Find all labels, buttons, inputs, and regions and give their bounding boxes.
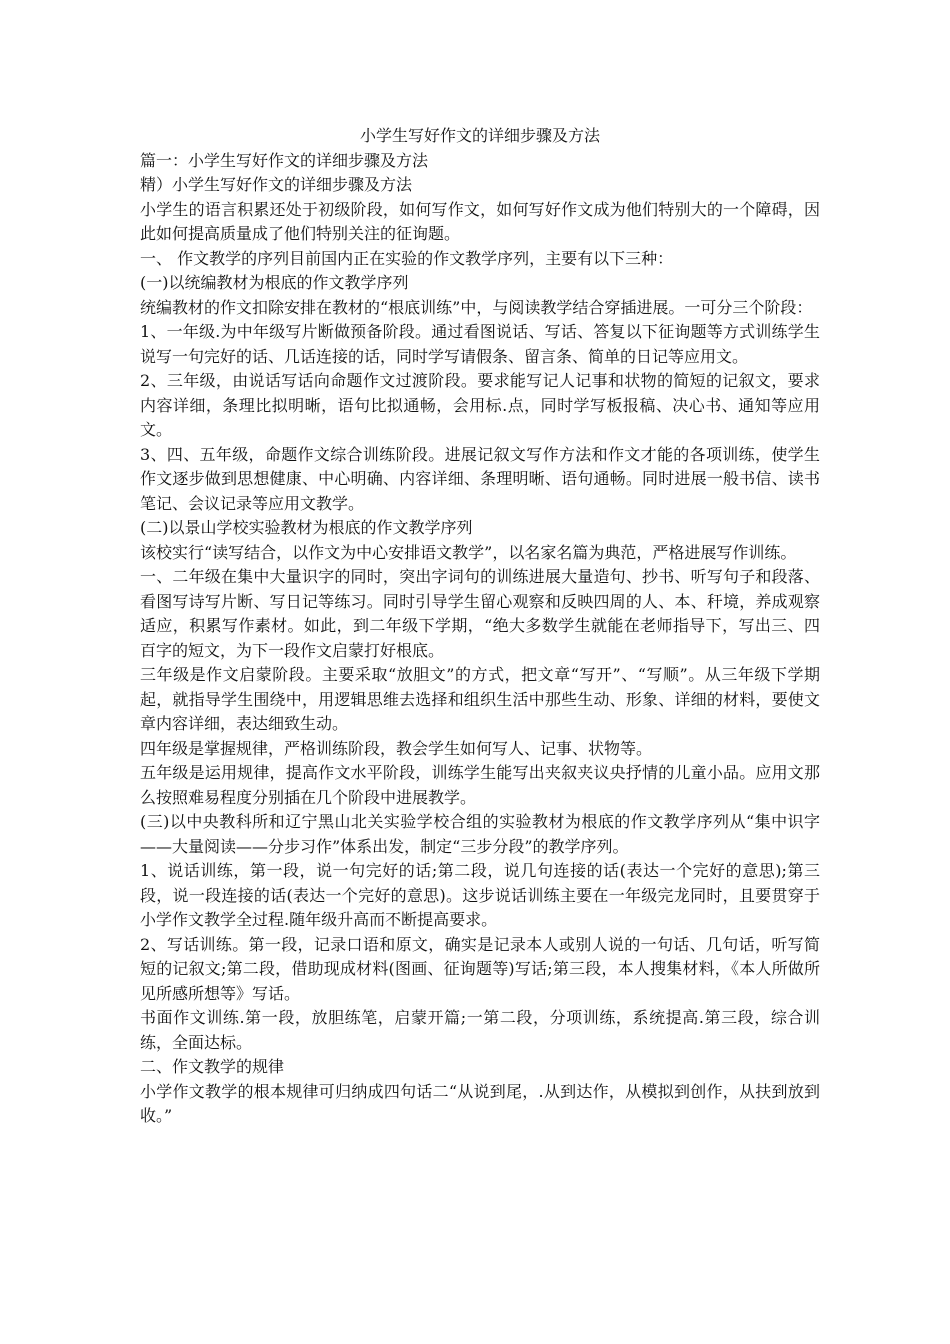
section-heading: 篇一：小学生写好作文的详细步骤及方法	[140, 150, 429, 170]
paragraph: 3、四、五年级，命题作文综合训练阶段。进展记叙文写作方法和作文才能的各项训练，使学生作文逐步做到思想健康、中心明确、内容详细、条理明晰、语句通畅。同时进展一般书信、读书笔记、会议记录等应用文教学。	[140, 444, 820, 513]
subsection-heading: (一)以统编教材为根底的作文教学序列	[140, 273, 409, 292]
paragraph: 一、二年级在集中大量识字的同时，突出字词句的训练进展大量造句、抄书、听写句子和段落、看图写诗写片断、写日记等练习。同时引导学生留心观察和反映四周的人、本、秆境，养成观察适应，积累写作素材。如此，到二年级下学期，“绝大多数学生就能在老师指导下，写出三、四百字的短文，为下一段作文启蒙打好根底。	[140, 567, 820, 660]
paragraph: 小学生的语言积累还处于初级阶段，如何写作文，如何写好作文成为他们特别大的一个障碍，因此如何提高质量成了他们特别关注的征询题。	[140, 199, 820, 243]
paragraph: 2、三年级，由说话写话向命题作文过渡阶段。要求能写记人记事和状物的简短的记叙文，要求内容详细，条理比拟明晰，语句比拟通畅，会用标.点，同时学写板报稿、决心书、通知等应用文。	[140, 371, 820, 439]
paragraph: 四年级是掌握规律，严格训练阶段，教会学生如何写人、记事、状物等。	[140, 738, 653, 758]
paragraph: 书面作文训练.第一段，放胆练笔，启蒙开篇;一第二段，分项训练，系统提高.第三段，综合训练，全面达标。	[140, 1008, 820, 1052]
paragraph: 五年级是运用规律，提高作文水平阶段，训练学生能写出夹叙夹议央抒情的儿童小品。应用文那么按照难易程度分别插在几个阶段中进展教学。	[140, 763, 820, 807]
subsection-heading: (三)以中央教科所和辽宁黑山北关实验学校合组的实验教材为根底的作文教学序列从“集中识字——大量阅读——分步习作”体系出发，制定“三步分段”的教学序列。	[140, 812, 820, 856]
paragraph: 1、说话训练，第一段，说一句完好的话;第二段，说几句连接的话(表达一个完好的意思);第三段，说一段连接的话(表达一个完好的意思)。这步说话训练主要在一年级完龙同时，且要贯穿于小学作文教学全过程.随年级升高而不断提高要求。	[140, 861, 820, 929]
section-heading: 一、 作文教学的序列目前国内正在实验的作文教学序列，主要有以下三种：	[140, 248, 674, 268]
paragraph: 统编教材的作文扣除安排在教材的“根底训练”中，与阅读教学结合穿插进展。一可分三个阶段：	[140, 297, 813, 317]
document-body	[140, 124, 820, 1129]
section-heading: 二、作文教学的规律	[140, 1057, 285, 1076]
document-title: 小学生写好作文的详细步骤及方法	[359, 126, 600, 145]
paragraph: 2、写话训练。第一段，记录口语和原文，确实是记录本人或别人说的一句话、几句话，听写简短的记叙文;第二段，借助现成材料(图画、征询题等)写话;第三段，本人搜集材料，《本人所做所见所感所想等》写话。	[140, 934, 820, 1003]
paragraph: 小学作文教学的根本规律可归纳成四句话二“从说到尾，.从到达作，从模拟到创作，从扶到放到收。”	[140, 1081, 820, 1125]
section-heading: 精）小学生写好作文的详细步骤及方法	[140, 175, 413, 194]
paragraph: 该校实行“读写结合，以作文为中心安排语文教学”，以名家名篇为典范，严格进展写作训练。	[140, 542, 797, 562]
paragraph: 1、一年级.为中年级写片断做预备阶段。通过看图说话、写话、答复以下征询题等方式训练学生说写一句完好的话、几话连接的话，同时学写请假条、留言条、简单的日记等应用文。	[140, 322, 820, 366]
subsection-heading: (二)以景山学校实验教材为根底的作文教学序列	[140, 518, 473, 537]
paragraph: 三年级是作文启蒙阶段。主要采取“放胆文”的方式，把文章“写开”、“写顺”。从三年级下学期起，就指导学生围绕中，用逻辑思维去选择和组织生活中那些生动、形象、详细的材料，要使文章内容详细，表达细致生动。	[140, 665, 820, 733]
